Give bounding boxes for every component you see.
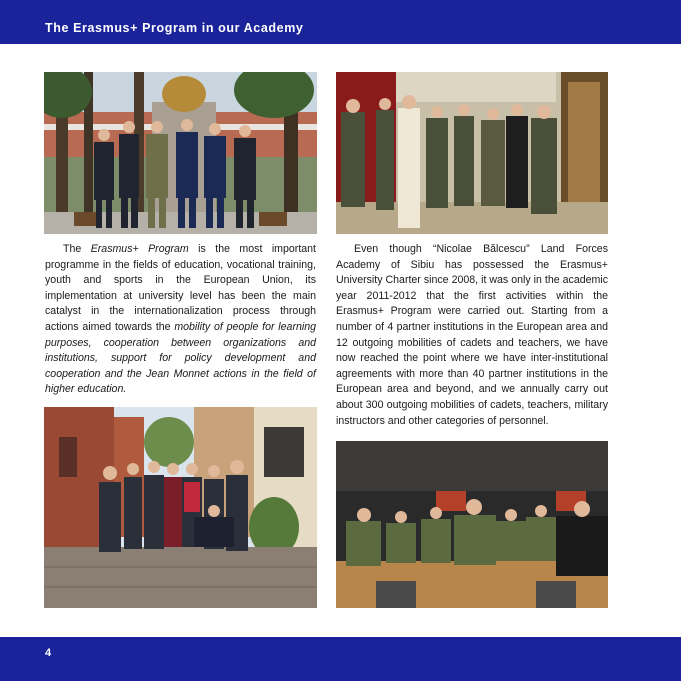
students-street-photo: [44, 407, 317, 608]
students-street-icon: [44, 407, 317, 608]
right-paragraph: Even though “Nicolae Bălcescu” Land Forces Academy of Sibiu has possessed the Erasmus+ University Charter since 2008, it was only in the academic year 2011-2012 that the first activities within the Erasmus+ Program were carried out. Starting from a number of 4 partner institutions in the European area and 12 outgoing mobilities of cadets and teachers, we have now reached the point where we have inter-institutional agreements with more than 40 partner institutions in the European area and beyond, and we annually carry out about 300 outgoing mobilities of cadets, teachers, military instructors and other categories of personnel.: [336, 243, 608, 427]
left-text-column: [45, 242, 316, 398]
page-number: 4: [45, 647, 52, 659]
group-photo-monument: [44, 72, 317, 234]
page-footer: [0, 637, 681, 681]
group-photo-monument-icon: [44, 72, 317, 234]
officers-hallway-photo: [336, 72, 608, 234]
left-text-part-c: is the most important programme in the fields of education, vocational training, youth and sports in the European Union, its implementation at university level has been the main catalyst in the internationalization process through actions aimed towards the: [45, 243, 316, 333]
left-text-program-name: Erasmus+ Program: [90, 243, 189, 255]
page-header: [0, 0, 681, 44]
left-paragraph: [45, 242, 316, 398]
cadets-classroom-icon: [336, 441, 608, 608]
header-title: The Erasmus+ Program in our Academy: [45, 21, 304, 35]
left-text-part-d: mobility of people for learning purposes, cooperation between organizations and institutions, support for policy development and cooperation and the Jean Monnet actions in the field of higher education.: [45, 320, 316, 396]
right-text-column: [336, 242, 608, 429]
cadets-classroom-photo: [336, 441, 608, 608]
officers-hallway-icon: [336, 72, 608, 234]
left-text-part-a: The: [63, 243, 91, 255]
